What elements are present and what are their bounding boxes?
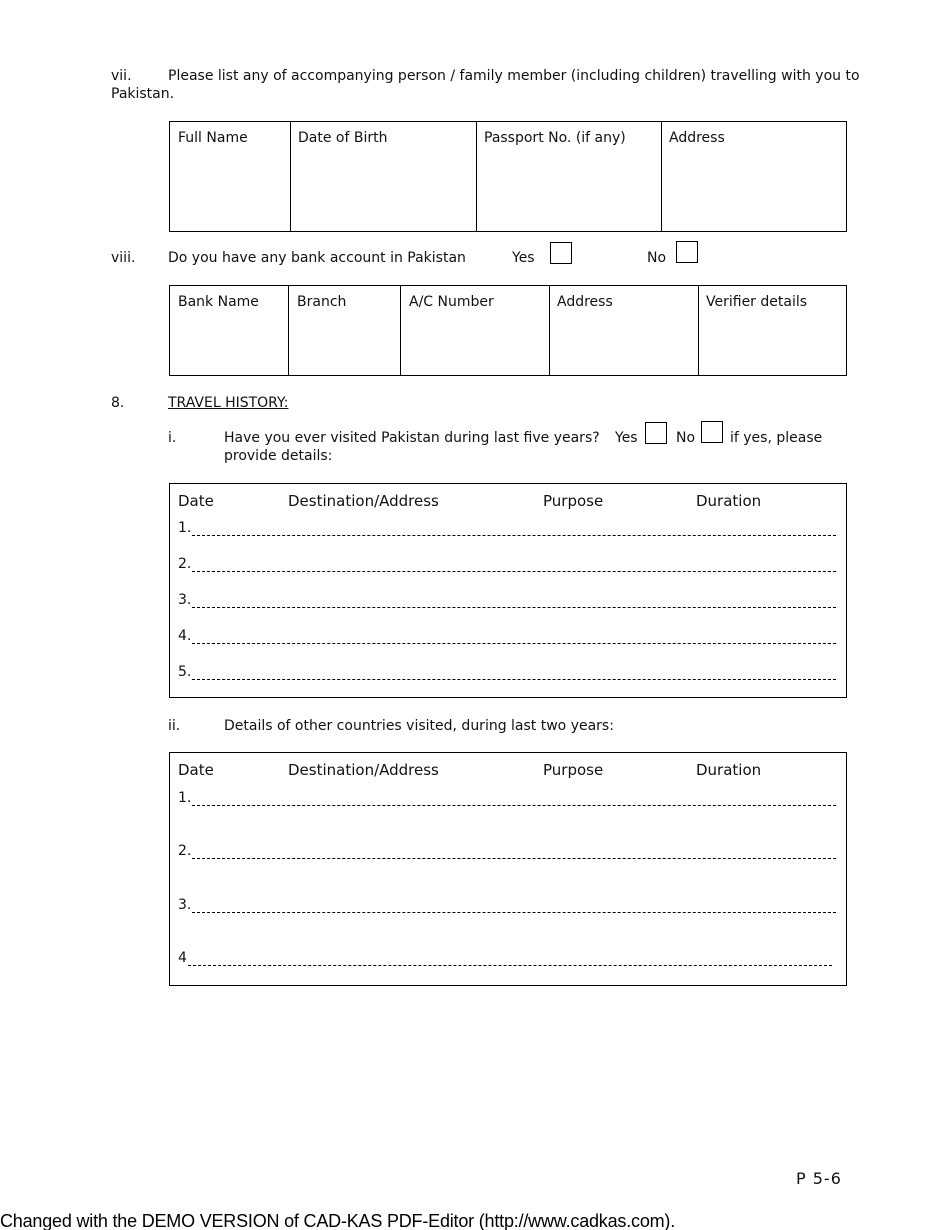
other-countries-table[interactable] [169, 752, 847, 986]
column-divider [549, 286, 550, 375]
country-entry-line[interactable] [178, 843, 836, 859]
bank-yes-checkbox[interactable] [550, 242, 572, 264]
header-date-of-birth: Date of Birth [298, 130, 388, 146]
header-date: Date [178, 761, 214, 779]
section-8-number: 8. [111, 395, 125, 411]
visited-if-yes-text: if yes, please [730, 430, 823, 446]
header-bank-name: Bank Name [178, 294, 259, 310]
visited-provide-details: provide details: [224, 448, 333, 464]
sub-i-number: i. [168, 430, 177, 446]
visited-yes-checkbox[interactable] [645, 422, 667, 444]
header-full-name: Full Name [178, 130, 248, 146]
bank-no-label: No [647, 250, 667, 266]
header-duration: Duration [696, 761, 762, 779]
header-purpose: Purpose [543, 492, 604, 510]
header-address: Address [669, 130, 725, 146]
demo-version-notice: Changed with the DEMO VERSION of CAD-KAS PDF-Editor (http://www.cadkas.com). [0, 1211, 676, 1230]
visited-yes-label: Yes [615, 430, 638, 446]
column-divider [698, 286, 699, 375]
visit-entry-line[interactable] [178, 520, 836, 536]
country-entry-line[interactable] [178, 897, 836, 913]
column-divider [476, 122, 477, 231]
entry-number: 3. [178, 897, 192, 913]
column-divider [400, 286, 401, 375]
section-vii-text-cont: Pakistan. [111, 86, 175, 102]
entry-number: 1. [178, 790, 192, 806]
sub-ii-number: ii. [168, 718, 181, 734]
entry-number: 2. [178, 556, 192, 572]
entry-number: 1. [178, 520, 192, 536]
section-viii-number: viii. [111, 250, 136, 266]
section-vii-text: Please list any of accompanying person / family member (including children) travelling with you to [168, 68, 860, 84]
visit-entry-line[interactable] [178, 556, 836, 572]
bank-yes-label: Yes [512, 250, 535, 266]
header-duration: Duration [696, 492, 762, 510]
bank-no-checkbox[interactable] [676, 241, 698, 263]
header-date: Date [178, 492, 214, 510]
column-divider [661, 122, 662, 231]
section-vii-number: vii. [111, 68, 132, 84]
visited-pakistan-question: Have you ever visited Pakistan during last five years? [224, 430, 600, 446]
visit-entry-line[interactable] [178, 664, 836, 680]
bank-account-table[interactable] [169, 285, 847, 376]
header-destination: Destination/Address [288, 761, 439, 779]
entry-number: 4 [178, 950, 187, 966]
bank-account-question: Do you have any bank account in Pakistan [168, 250, 466, 266]
country-entry-line[interactable] [178, 950, 832, 966]
pakistan-visits-table[interactable] [169, 483, 847, 698]
country-entry-line[interactable] [178, 790, 836, 806]
travel-history-title: TRAVEL HISTORY: [168, 395, 289, 411]
header-passport-no: Passport No. (if any) [484, 130, 626, 146]
entry-number: 2. [178, 843, 192, 859]
header-address: Address [557, 294, 613, 310]
page-number: P 5-6 [796, 1169, 842, 1188]
visit-entry-line[interactable] [178, 592, 836, 608]
entry-number: 4. [178, 628, 192, 644]
visited-no-checkbox[interactable] [701, 421, 723, 443]
column-divider [290, 122, 291, 231]
entry-number: 5. [178, 664, 192, 680]
accompanying-persons-table[interactable] [169, 121, 847, 232]
entry-number: 3. [178, 592, 192, 608]
visited-no-label: No [676, 430, 696, 446]
other-countries-question: Details of other countries visited, during last two years: [224, 718, 614, 734]
header-verifier-details: Verifier details [706, 294, 808, 310]
header-branch: Branch [297, 294, 347, 310]
header-purpose: Purpose [543, 761, 604, 779]
header-destination: Destination/Address [288, 492, 439, 510]
visit-entry-line[interactable] [178, 628, 836, 644]
column-divider [288, 286, 289, 375]
header-ac-number: A/C Number [409, 294, 494, 310]
